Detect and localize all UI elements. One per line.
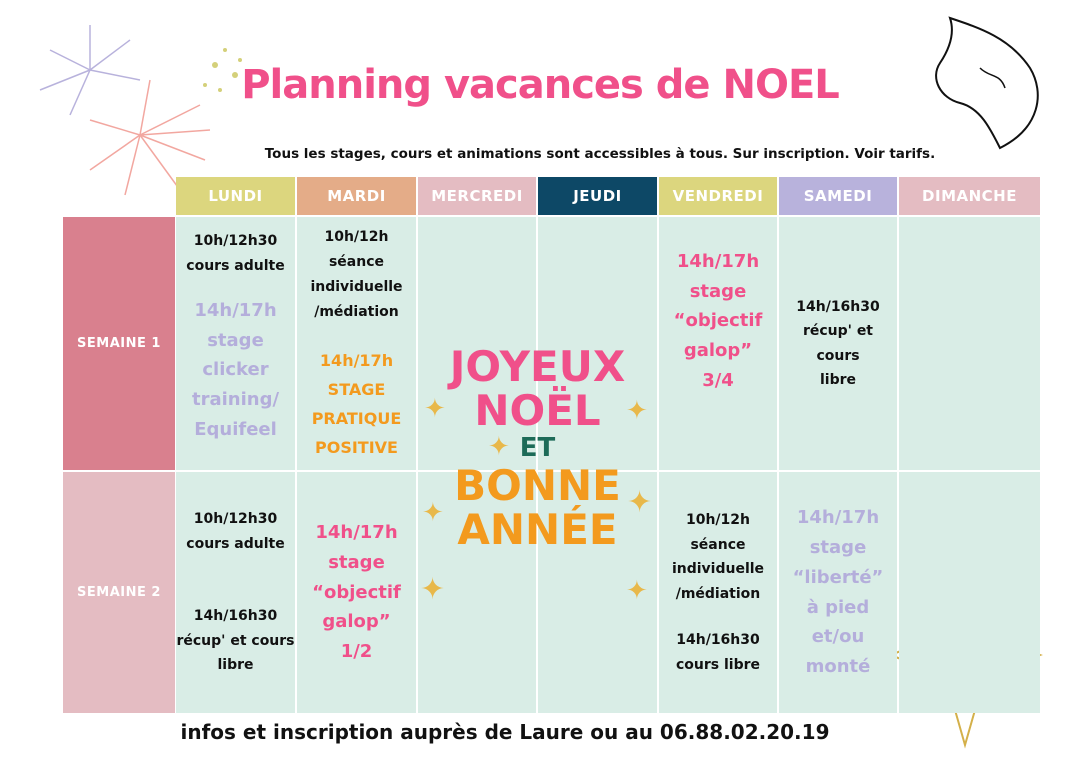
activity: séance — [328, 253, 385, 270]
activity: 3/4 — [702, 369, 734, 391]
day-header-mardi: MARDI — [297, 177, 416, 215]
day-header-samedi: SAMEDI — [779, 177, 897, 215]
activity: individuelle — [671, 561, 765, 577]
greeting-line: JOYEUX — [449, 342, 626, 391]
activity: POSITIVE — [315, 437, 398, 457]
activity: clicker — [202, 359, 269, 381]
activity: training/ — [191, 389, 280, 411]
activity: monté — [805, 655, 871, 677]
activity: STAGE — [327, 380, 386, 400]
cell-w1-vendredi — [659, 217, 777, 470]
sparkle-icon: ✦ — [420, 572, 446, 607]
greeting-line: ANNÉE — [457, 505, 618, 555]
time: 14h/17h — [676, 251, 760, 272]
activity: “objectif — [312, 581, 401, 603]
time: 14h/16h30 — [193, 608, 278, 625]
time: 14h/17h — [315, 522, 398, 544]
sparkle-icon: ✦ — [488, 432, 510, 462]
time: 10h/12h — [324, 228, 389, 245]
activity: et/ou — [811, 626, 865, 648]
week-label-2: SEMAINE 2 — [63, 472, 175, 713]
activity: récup' et cours — [176, 632, 295, 649]
activity: 1/2 — [340, 641, 373, 663]
activity: à pied — [806, 596, 870, 618]
day-header-vendredi: VENDREDI — [659, 177, 777, 215]
time: 10h/12h30 — [193, 233, 278, 249]
cell-w1-mardi — [297, 217, 416, 470]
activity: Equifeel — [194, 418, 277, 440]
day-header-jeudi: JEUDI — [538, 177, 657, 215]
time: 10h/12h — [685, 512, 750, 528]
activity: libre — [819, 372, 857, 388]
day-header-lundi: LUNDI — [176, 177, 295, 215]
activity: galop” — [322, 611, 391, 633]
activity: cours libre — [675, 656, 760, 673]
activity: galop” — [683, 340, 753, 362]
sparkle-icon: ✦ — [626, 576, 648, 606]
cell-w2-samedi — [779, 472, 897, 713]
sparkle-icon: ✦ — [626, 396, 648, 426]
time: 14h/17h — [796, 507, 880, 529]
time: 14h/16h30 — [676, 632, 760, 648]
greeting-line: BONNE — [454, 461, 621, 511]
activity: PRATIQUE — [311, 408, 402, 428]
activity: stage — [689, 280, 747, 302]
activity: /médiation — [314, 304, 399, 321]
cell-w1-samedi — [779, 217, 897, 470]
activity: “liberté” — [792, 566, 884, 588]
week-label-1: SEMAINE 1 — [63, 217, 175, 470]
cell-w2-mardi — [297, 472, 416, 713]
time: 10h/12h30 — [193, 511, 278, 528]
time: 14h/16h30 — [796, 298, 880, 315]
activity: cours adulte — [186, 257, 285, 274]
activity: individuelle — [310, 278, 403, 295]
contact-footer: infos et inscription auprès de Laure ou au 06.88.02.20.19 — [180, 720, 830, 744]
activity: récup' et cours — [802, 323, 874, 364]
activity: séance — [690, 536, 746, 553]
subtitle: Tous les stages, cours et animations sont accessibles à tous. Sur inscription. Voir tarifs. — [264, 146, 936, 162]
activity: stage — [207, 329, 264, 351]
cell-w2-dimanche — [899, 472, 1040, 713]
activity: stage — [328, 551, 385, 573]
day-header-mercredi: MERCREDI — [418, 177, 536, 215]
greeting-line: ET — [519, 433, 556, 464]
sparkle-icon: ✦ — [422, 498, 444, 528]
holiday-greeting — [417, 342, 658, 555]
greeting-line: NOËL — [474, 386, 601, 436]
cell-w1-lundi — [176, 217, 295, 470]
activity: cours adulte — [186, 535, 285, 552]
time: 14h/17h — [319, 351, 394, 371]
page-title: Planning vacances de NOEL — [241, 62, 839, 108]
activity: “objectif — [673, 310, 763, 332]
activity: stage — [809, 537, 867, 559]
sparkle-icon: ✦ — [424, 394, 446, 424]
time: 14h/17h — [194, 300, 277, 321]
cell-w1-dimanche — [899, 217, 1040, 470]
day-header-dimanche: DIMANCHE — [899, 177, 1040, 215]
activity: /médiation — [675, 585, 761, 602]
activity: libre — [217, 657, 254, 674]
fireworks-decoration — [30, 20, 260, 200]
cell-w2-lundi — [176, 472, 295, 713]
cell-w2-vendredi — [659, 472, 777, 713]
sparkle-icon: ✦ — [627, 485, 653, 520]
